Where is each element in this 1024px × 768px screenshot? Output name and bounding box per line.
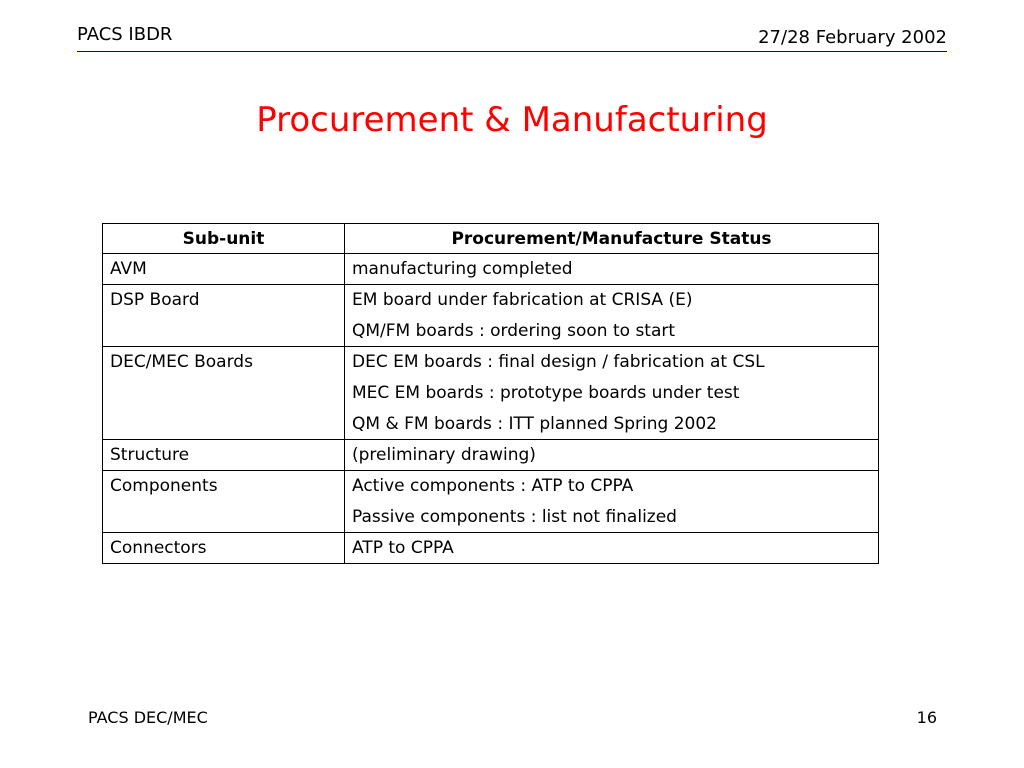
- status-cell: [345, 254, 879, 285]
- status-cell: [345, 471, 879, 533]
- status-line: (preliminary drawing): [352, 445, 536, 465]
- status-line: Passive components : list not finalized: [352, 507, 677, 527]
- subunit-cell: DSP Board: [103, 285, 345, 347]
- table-row: [103, 285, 879, 347]
- status-line: EM board under fabrication at CRISA (E): [352, 290, 693, 310]
- status-line: MEC EM boards : prototype boards under test: [352, 383, 740, 403]
- status-line: QM/FM boards : ordering soon to start: [352, 321, 676, 341]
- table-row: [103, 254, 879, 285]
- procurement-status-table: [102, 223, 879, 564]
- subunit-cell: AVM: [103, 254, 345, 285]
- page-number: 16: [916, 708, 937, 727]
- status-line: ATP to CPPA: [352, 538, 454, 558]
- status-cell: [345, 533, 879, 564]
- column-header-subunit: Sub-unit: [103, 224, 345, 254]
- table-row: [103, 347, 879, 440]
- status-line: manufacturing completed: [352, 259, 573, 279]
- status-cell: [345, 440, 879, 471]
- table-row: [103, 533, 879, 564]
- status-cell: [345, 285, 879, 347]
- subunit-cell: Connectors: [103, 533, 345, 564]
- header-divider: [77, 51, 947, 52]
- table-row: [103, 440, 879, 471]
- slide-title: Procurement & Manufacturing: [256, 100, 768, 140]
- status-line: DEC EM boards : final design / fabrication at CSL: [352, 352, 765, 372]
- subunit-cell: Components: [103, 471, 345, 533]
- header-date: 27/28 February 2002: [758, 27, 947, 48]
- status-line: Active components : ATP to CPPA: [352, 476, 634, 496]
- status-line: QM & FM boards : ITT planned Spring 2002: [352, 414, 717, 434]
- footer-left-text: PACS DEC/MEC: [88, 708, 208, 727]
- table-row: [103, 471, 879, 533]
- table-header-row: [103, 224, 879, 254]
- column-header-status: Procurement/Manufacture Status: [345, 224, 879, 254]
- status-cell: [345, 347, 879, 440]
- header-left-text: PACS IBDR: [77, 24, 173, 45]
- subunit-cell: DEC/MEC Boards: [103, 347, 345, 440]
- subunit-cell: Structure: [103, 440, 345, 471]
